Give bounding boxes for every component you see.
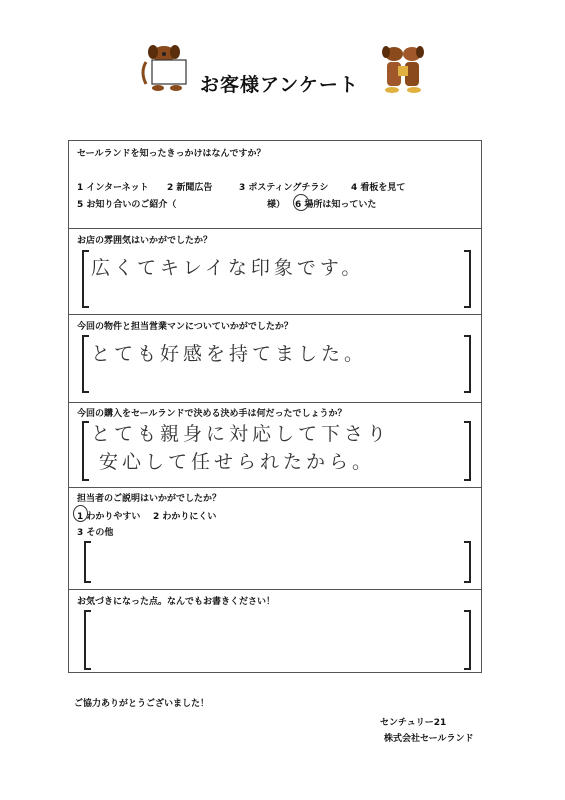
- bracket-left: [82, 335, 89, 393]
- bracket-right: [464, 421, 471, 481]
- option-knew-location: 6 場所は知っていた: [295, 200, 377, 210]
- question-2-section: [69, 228, 481, 314]
- handwritten-answer-3: とても好感を持てました。: [91, 343, 368, 365]
- option-newspaper: 2 新聞広告: [167, 183, 213, 193]
- question-5-section: [69, 487, 481, 589]
- thanks-message: ご協力ありがとうございました！: [74, 699, 210, 709]
- option-easy-to-understand: 1 わかりやすい: [77, 512, 141, 522]
- question-1: セールランドを知ったきっかけはなんですか？: [77, 149, 266, 159]
- survey-form: [68, 140, 482, 673]
- bracket-right: [464, 335, 471, 393]
- option-hard-to-understand: 2 わかりにくい: [153, 512, 217, 522]
- dog-couple-mascot-icon: [378, 44, 428, 96]
- handwritten-answer-2: 広くてキレイな印象です。: [91, 257, 365, 279]
- bracket-right: [464, 610, 471, 670]
- option-referral-suffix: 様）: [267, 200, 286, 210]
- question-4-section: [69, 402, 481, 487]
- handwritten-answer-4-line1: とても親身に対応して下さり: [91, 423, 391, 445]
- option-referral: 5 お知り合いのご紹介（: [77, 200, 177, 210]
- bracket-right: [464, 541, 471, 583]
- question-3: 今回の物件と担当営業マンについていかがでしたか？: [77, 322, 293, 332]
- page-title: お客様アンケート: [200, 74, 359, 96]
- dog-mascot-sign-icon: [138, 42, 190, 92]
- selected-circle-mark: [73, 505, 88, 522]
- selected-circle-mark: [293, 194, 309, 211]
- question-2: お店の雰囲気はいかがでしたか？: [77, 236, 213, 246]
- question-4: 今回の購入をセールランドで決める決め手は何だったでしょうか？: [77, 409, 347, 419]
- bracket-left: [84, 541, 91, 583]
- question-3-section: [69, 314, 481, 402]
- question-1-section: [69, 141, 481, 228]
- option-posting-flyer: 3 ポスティングチラシ: [239, 183, 329, 193]
- bracket-left: [84, 610, 91, 670]
- handwritten-answer-4-line2: 安心して任せられたから。: [99, 451, 376, 473]
- option-other: 3 その他: [77, 528, 114, 538]
- bracket-left: [82, 250, 89, 308]
- option-internet: 1 インターネット: [77, 183, 149, 193]
- company-brand: センチュリー21: [380, 718, 447, 728]
- option-signboard: 4 看板を見て: [351, 183, 406, 193]
- question-6: お気づきになった点。なんでもお書きください！: [77, 597, 276, 607]
- question-5: 担当者のご説明はいかがでしたか？: [77, 494, 222, 504]
- bracket-right: [464, 250, 471, 308]
- question-6-section: [69, 589, 481, 674]
- company-name: 株式会社セールランド: [384, 734, 474, 744]
- bracket-left: [82, 421, 89, 481]
